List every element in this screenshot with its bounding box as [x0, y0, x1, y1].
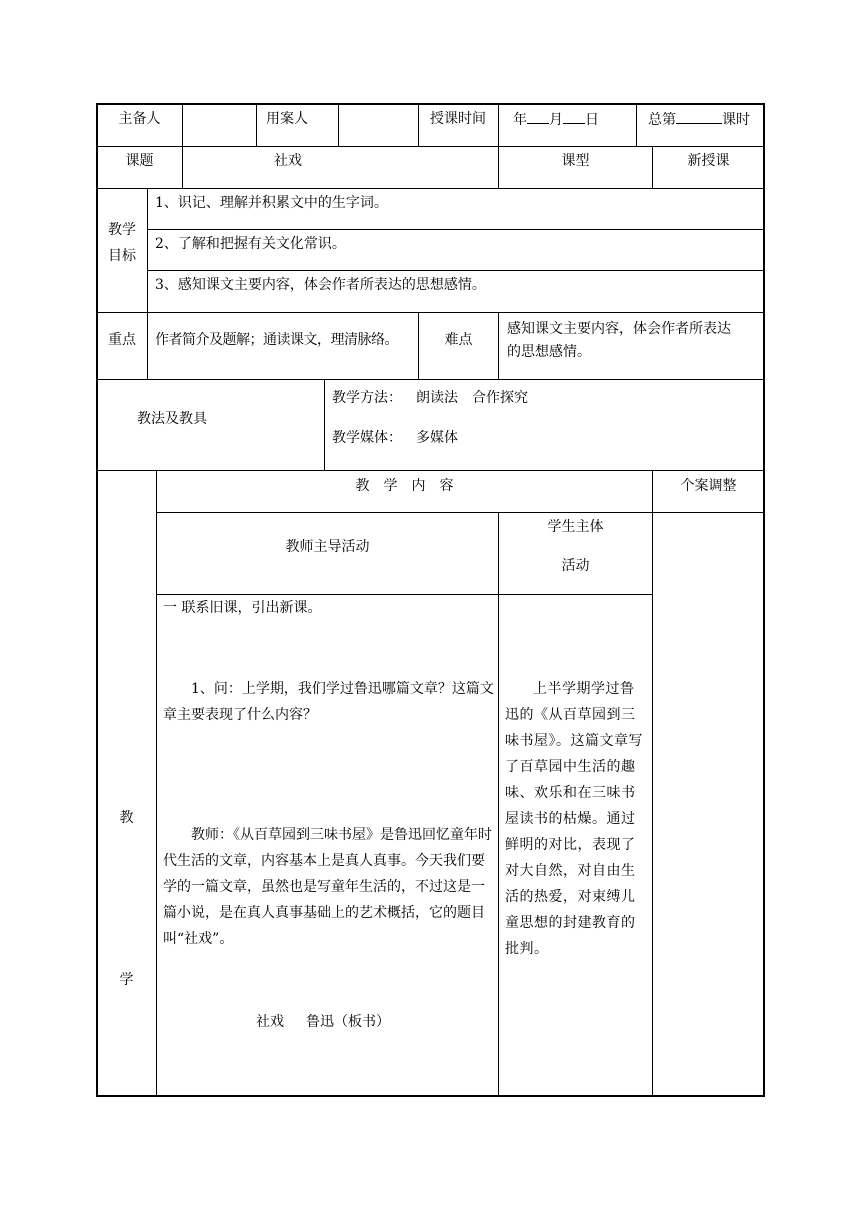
total-periods-field	[648, 109, 750, 130]
total-prefix: 总第	[648, 112, 676, 128]
date-year: 年	[513, 112, 527, 128]
row-divider	[97, 188, 764, 189]
objective-item-2: 2、了解和把握有关文化常识。	[155, 236, 346, 252]
col-divider	[156, 470, 157, 1096]
teacher-activity-header: 教师主导活动	[285, 539, 370, 555]
col-divider	[498, 512, 499, 1096]
table-border-right	[763, 103, 765, 1097]
board-title: 社戏	[256, 1014, 284, 1030]
type-value: 新授课	[687, 153, 730, 169]
objective-item-3: 3、感知课文主要内容，体会作者所表达的思想感情。	[155, 277, 486, 293]
student-activity-header-line1: 学生主体	[547, 519, 604, 535]
col-divider	[338, 104, 339, 146]
col-divider	[324, 379, 325, 470]
date-month: 月	[549, 112, 563, 128]
col-divider	[147, 188, 148, 379]
board-writing	[256, 1012, 390, 1032]
type-label: 课型	[561, 153, 590, 169]
total-suffix: 课时	[722, 112, 750, 128]
row-divider	[156, 512, 764, 513]
row-divider	[147, 229, 764, 230]
methods-label: 教法及教具	[137, 411, 207, 427]
row-divider	[156, 594, 652, 595]
time-label: 授课时间	[430, 111, 486, 127]
adjust-header: 个案调整	[680, 478, 737, 494]
student-activity-header-line2: 活动	[561, 558, 590, 574]
difficulty-line2: 的思想感情。	[507, 344, 591, 360]
difficulty-label: 难点	[444, 332, 473, 348]
row-divider	[97, 470, 764, 471]
content-header: 教 学 内 容	[355, 478, 454, 494]
date-field	[513, 109, 599, 130]
row-divider	[147, 270, 764, 271]
col-divider	[636, 104, 637, 146]
objectives-label-line2: 目标	[108, 248, 136, 264]
media-line	[332, 428, 458, 448]
col-divider	[498, 312, 499, 379]
teacher-explanation: 教师：《从百草园到三味书屋》是鲁迅回忆童年时代生活的文章，内容基本上是真人真事。今天我们要学的一篇文章，虽然也是写童年生活的，不过这是一篇小说，是在真人真事基础上的艺术概括，它的题目叫“社戏”。	[163, 827, 492, 947]
objective-item-1: 1、识记、理解并积累文中的生字词。	[155, 195, 388, 211]
total-blank	[676, 109, 722, 124]
table-border-bottom	[96, 1095, 765, 1097]
day-blank	[563, 109, 585, 124]
table-border-top	[96, 103, 765, 105]
key-point-label: 重点	[108, 332, 136, 348]
media-label: 教学媒体：	[332, 430, 402, 446]
row-divider	[97, 146, 764, 147]
board-author: 鲁迅（板书）	[306, 1014, 390, 1030]
process-side-char-1: 教	[119, 810, 134, 826]
row-divider	[97, 379, 764, 380]
media-value: 多媒体	[416, 430, 458, 446]
process-side-char-2: 学	[119, 972, 134, 988]
objectives-label-line1: 教学	[108, 222, 136, 238]
key-point-value: 作者简介及题解；通读课文，理清脉络。	[155, 332, 398, 348]
preparer-label: 主备人	[118, 111, 161, 127]
teacher-section-title: 一 联系旧课，引出新课。	[163, 600, 322, 616]
month-blank	[527, 109, 549, 124]
col-divider	[652, 470, 653, 1096]
title-value: 社戏	[274, 153, 302, 169]
method-line	[332, 388, 528, 408]
title-label: 课题	[125, 153, 154, 169]
student-answer: 上半学期学过鲁迅的《从百草园到三味书屋》。这篇文章写了百草园中生活的趣味、欢乐和在三味书屋读书的枯燥。通过鲜明的对比，表现了对大自然，对自由生活的热爱，对束缚儿童思想的封建教育的批判。	[505, 681, 643, 957]
col-divider	[182, 104, 183, 146]
user-label: 用案人	[266, 111, 308, 127]
method-label: 教学方法：	[332, 390, 402, 406]
teacher-question: 1、问：上学期，我们学过鲁迅哪篇文章？这篇文章主要表现了什么内容？	[163, 681, 494, 723]
date-day: 日	[585, 112, 599, 128]
row-divider	[97, 312, 764, 313]
difficulty-line1: 感知课文主要内容，体会作者所表达	[507, 321, 731, 337]
method-value: 朗读法 合作探究	[416, 390, 528, 406]
col-divider	[498, 104, 499, 146]
